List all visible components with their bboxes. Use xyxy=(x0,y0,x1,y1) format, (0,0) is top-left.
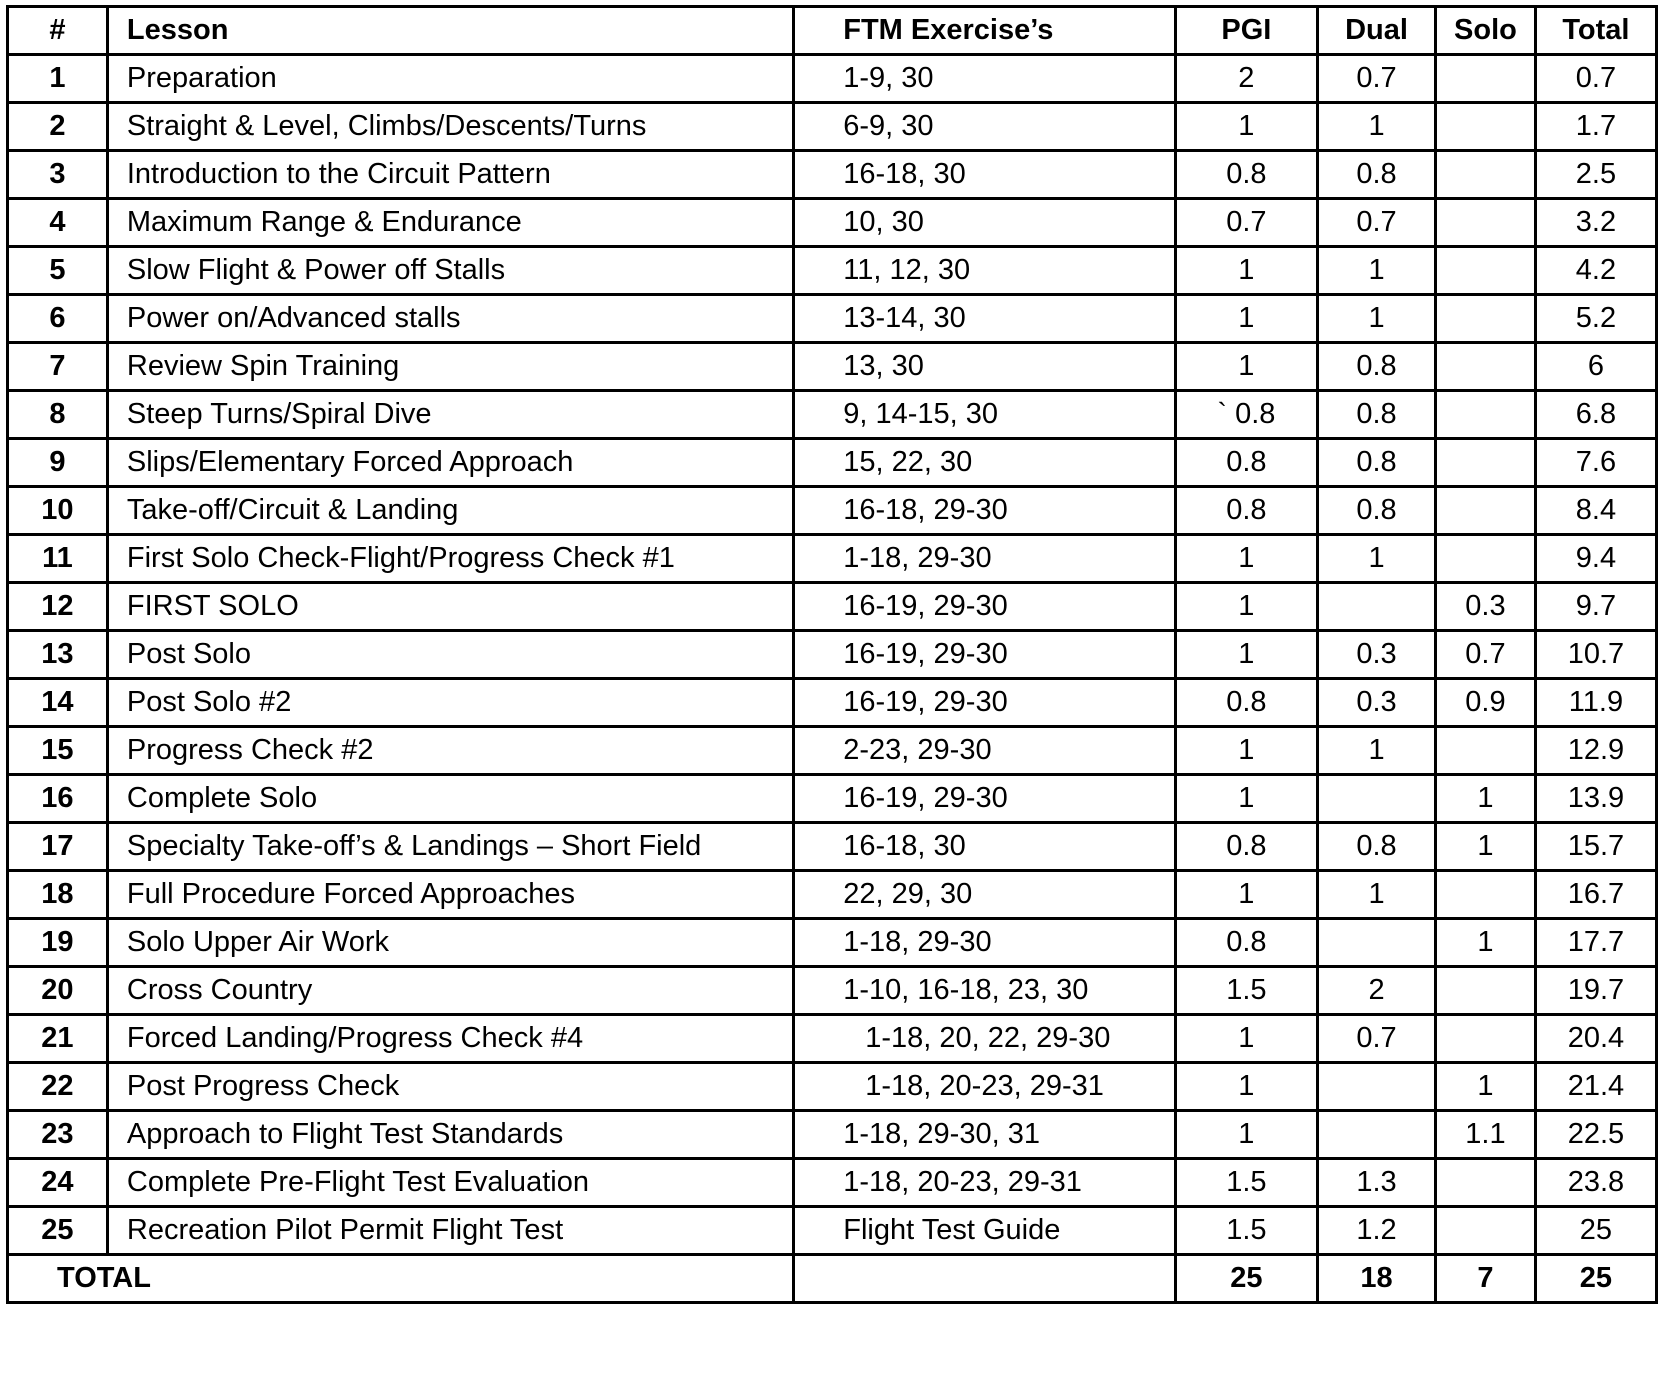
table-row xyxy=(8,151,1657,199)
cell-lesson: Slow Flight & Power off Stalls xyxy=(107,247,793,295)
cell-exercises: 2-23, 29-30 xyxy=(794,727,1175,775)
cell-lesson: Post Progress Check xyxy=(107,1063,793,1111)
cell-pgi: 1 xyxy=(1175,871,1317,919)
table-row xyxy=(8,1207,1657,1255)
cell-solo xyxy=(1436,391,1536,439)
header-lesson: Lesson xyxy=(107,7,793,55)
table-body xyxy=(8,55,1657,1255)
table-row xyxy=(8,727,1657,775)
cell-solo: 1.1 xyxy=(1436,1111,1536,1159)
header-dual: Dual xyxy=(1318,7,1436,55)
cell-total: 20.4 xyxy=(1535,1015,1656,1063)
cell-lesson: Power on/Advanced stalls xyxy=(107,295,793,343)
cell-solo xyxy=(1436,295,1536,343)
cell-solo xyxy=(1436,151,1536,199)
cell-num: 4 xyxy=(8,199,108,247)
cell-lesson: Full Procedure Forced Approaches xyxy=(107,871,793,919)
training-syllabus-table xyxy=(6,5,1658,1304)
cell-lesson: Slips/Elementary Forced Approach xyxy=(107,439,793,487)
cell-total: 4.2 xyxy=(1535,247,1656,295)
cell-lesson: Preparation xyxy=(107,55,793,103)
cell-pgi: 1 xyxy=(1175,1111,1317,1159)
cell-num: 7 xyxy=(8,343,108,391)
cell-dual: 1 xyxy=(1318,295,1436,343)
cell-dual: 0.8 xyxy=(1318,439,1436,487)
totals-dual: 18 xyxy=(1318,1255,1436,1303)
cell-solo xyxy=(1436,535,1536,583)
cell-lesson: Progress Check #2 xyxy=(107,727,793,775)
cell-lesson: Forced Landing/Progress Check #4 xyxy=(107,1015,793,1063)
cell-num: 12 xyxy=(8,583,108,631)
cell-lesson: Introduction to the Circuit Pattern xyxy=(107,151,793,199)
cell-pgi: 1 xyxy=(1175,631,1317,679)
cell-solo xyxy=(1436,1207,1536,1255)
cell-pgi: 1 xyxy=(1175,1063,1317,1111)
cell-dual: 0.7 xyxy=(1318,1015,1436,1063)
cell-total: 2.5 xyxy=(1535,151,1656,199)
cell-solo: 1 xyxy=(1436,823,1536,871)
cell-total: 6 xyxy=(1535,343,1656,391)
cell-num: 17 xyxy=(8,823,108,871)
cell-dual: 0.3 xyxy=(1318,679,1436,727)
cell-dual: 2 xyxy=(1318,967,1436,1015)
cell-num: 5 xyxy=(8,247,108,295)
cell-pgi: 1 xyxy=(1175,1015,1317,1063)
cell-total: 1.7 xyxy=(1535,103,1656,151)
cell-pgi: ` 0.8 xyxy=(1175,391,1317,439)
cell-num: 2 xyxy=(8,103,108,151)
cell-num: 22 xyxy=(8,1063,108,1111)
cell-solo xyxy=(1436,55,1536,103)
totals-pgi: 25 xyxy=(1175,1255,1317,1303)
cell-exercises: 1-18, 29-30, 31 xyxy=(794,1111,1175,1159)
cell-num: 19 xyxy=(8,919,108,967)
cell-dual: 1 xyxy=(1318,103,1436,151)
cell-dual: 1 xyxy=(1318,535,1436,583)
header-num: # xyxy=(8,7,108,55)
cell-exercises: 13, 30 xyxy=(794,343,1175,391)
cell-pgi: 0.8 xyxy=(1175,919,1317,967)
cell-dual: 0.8 xyxy=(1318,487,1436,535)
table-row xyxy=(8,775,1657,823)
cell-pgi: 1 xyxy=(1175,103,1317,151)
cell-exercises: 16-18, 29-30 xyxy=(794,487,1175,535)
cell-exercises: 1-9, 30 xyxy=(794,55,1175,103)
table-row xyxy=(8,487,1657,535)
table-row xyxy=(8,343,1657,391)
cell-total: 15.7 xyxy=(1535,823,1656,871)
cell-dual xyxy=(1318,583,1436,631)
cell-pgi: 0.8 xyxy=(1175,487,1317,535)
cell-dual: 0.8 xyxy=(1318,343,1436,391)
cell-num: 10 xyxy=(8,487,108,535)
cell-dual: 0.7 xyxy=(1318,199,1436,247)
table-row xyxy=(8,199,1657,247)
cell-lesson: Post Solo xyxy=(107,631,793,679)
cell-solo: 1 xyxy=(1436,1063,1536,1111)
cell-total: 8.4 xyxy=(1535,487,1656,535)
table-row xyxy=(8,535,1657,583)
cell-lesson: FIRST SOLO xyxy=(107,583,793,631)
cell-exercises: 11, 12, 30 xyxy=(794,247,1175,295)
cell-num: 25 xyxy=(8,1207,108,1255)
cell-dual: 1 xyxy=(1318,871,1436,919)
cell-exercises: Flight Test Guide xyxy=(794,1207,1175,1255)
cell-dual: 1 xyxy=(1318,247,1436,295)
cell-num: 15 xyxy=(8,727,108,775)
cell-exercises: 22, 29, 30 xyxy=(794,871,1175,919)
cell-dual: 0.3 xyxy=(1318,631,1436,679)
cell-exercises: 16-18, 30 xyxy=(794,151,1175,199)
cell-lesson: Maximum Range & Endurance xyxy=(107,199,793,247)
cell-solo: 0.9 xyxy=(1436,679,1536,727)
cell-num: 13 xyxy=(8,631,108,679)
table-row xyxy=(8,439,1657,487)
cell-lesson: Take-off/Circuit & Landing xyxy=(107,487,793,535)
cell-dual: 0.7 xyxy=(1318,55,1436,103)
cell-pgi: 1 xyxy=(1175,583,1317,631)
table-row xyxy=(8,103,1657,151)
cell-total: 10.7 xyxy=(1535,631,1656,679)
cell-total: 3.2 xyxy=(1535,199,1656,247)
cell-num: 9 xyxy=(8,439,108,487)
cell-exercises: 9, 14-15, 30 xyxy=(794,391,1175,439)
cell-lesson: Complete Pre-Flight Test Evaluation xyxy=(107,1159,793,1207)
cell-total: 25 xyxy=(1535,1207,1656,1255)
cell-exercises: 1-18, 20-23, 29-31 xyxy=(794,1063,1175,1111)
cell-lesson: First Solo Check-Flight/Progress Check #1 xyxy=(107,535,793,583)
cell-pgi: 2 xyxy=(1175,55,1317,103)
cell-num: 11 xyxy=(8,535,108,583)
cell-num: 18 xyxy=(8,871,108,919)
cell-lesson: Recreation Pilot Permit Flight Test xyxy=(107,1207,793,1255)
cell-exercises: 16-19, 29-30 xyxy=(794,631,1175,679)
cell-solo xyxy=(1436,871,1536,919)
cell-solo xyxy=(1436,1015,1536,1063)
totals-row xyxy=(8,1255,1657,1303)
cell-total: 16.7 xyxy=(1535,871,1656,919)
cell-solo: 0.7 xyxy=(1436,631,1536,679)
cell-dual: 0.8 xyxy=(1318,151,1436,199)
table-row xyxy=(8,1063,1657,1111)
cell-total: 19.7 xyxy=(1535,967,1656,1015)
table-row xyxy=(8,967,1657,1015)
cell-pgi: 1.5 xyxy=(1175,967,1317,1015)
header-pgi: PGI xyxy=(1175,7,1317,55)
cell-pgi: 1 xyxy=(1175,343,1317,391)
cell-num: 20 xyxy=(8,967,108,1015)
cell-num: 6 xyxy=(8,295,108,343)
cell-solo xyxy=(1436,727,1536,775)
cell-total: 6.8 xyxy=(1535,391,1656,439)
cell-dual: 1.2 xyxy=(1318,1207,1436,1255)
cell-exercises: 1-18, 20, 22, 29-30 xyxy=(794,1015,1175,1063)
cell-dual: 1.3 xyxy=(1318,1159,1436,1207)
cell-lesson: Complete Solo xyxy=(107,775,793,823)
cell-dual: 0.8 xyxy=(1318,823,1436,871)
cell-pgi: 1.5 xyxy=(1175,1159,1317,1207)
cell-exercises: 1-18, 29-30 xyxy=(794,919,1175,967)
header-exercises: FTM Exercise’s xyxy=(794,7,1175,55)
cell-pgi: 1 xyxy=(1175,535,1317,583)
header-total: Total xyxy=(1535,7,1656,55)
cell-total: 9.7 xyxy=(1535,583,1656,631)
table-row xyxy=(8,631,1657,679)
cell-pgi: 1 xyxy=(1175,247,1317,295)
cell-solo xyxy=(1436,487,1536,535)
table-row xyxy=(8,1159,1657,1207)
totals-label: TOTAL xyxy=(8,1255,794,1303)
cell-solo xyxy=(1436,103,1536,151)
cell-solo xyxy=(1436,199,1536,247)
cell-solo xyxy=(1436,343,1536,391)
table-row xyxy=(8,919,1657,967)
cell-solo xyxy=(1436,1159,1536,1207)
table-row xyxy=(8,247,1657,295)
cell-total: 17.7 xyxy=(1535,919,1656,967)
table-row xyxy=(8,1111,1657,1159)
cell-lesson: Review Spin Training xyxy=(107,343,793,391)
cell-total: 11.9 xyxy=(1535,679,1656,727)
cell-num: 23 xyxy=(8,1111,108,1159)
cell-pgi: 0.8 xyxy=(1175,823,1317,871)
cell-total: 0.7 xyxy=(1535,55,1656,103)
cell-exercises: 16-19, 29-30 xyxy=(794,775,1175,823)
cell-lesson: Straight & Level, Climbs/Descents/Turns xyxy=(107,103,793,151)
cell-lesson: Steep Turns/Spiral Dive xyxy=(107,391,793,439)
table-row xyxy=(8,295,1657,343)
cell-total: 23.8 xyxy=(1535,1159,1656,1207)
cell-dual xyxy=(1318,1063,1436,1111)
cell-num: 1 xyxy=(8,55,108,103)
table-row xyxy=(8,583,1657,631)
cell-pgi: 1 xyxy=(1175,775,1317,823)
table-row xyxy=(8,391,1657,439)
cell-exercises: 10, 30 xyxy=(794,199,1175,247)
cell-exercises: 1-10, 16-18, 23, 30 xyxy=(794,967,1175,1015)
cell-num: 8 xyxy=(8,391,108,439)
cell-dual xyxy=(1318,775,1436,823)
cell-total: 12.9 xyxy=(1535,727,1656,775)
cell-total: 21.4 xyxy=(1535,1063,1656,1111)
cell-solo: 1 xyxy=(1436,775,1536,823)
cell-solo xyxy=(1436,247,1536,295)
cell-total: 7.6 xyxy=(1535,439,1656,487)
cell-exercises: 16-19, 29-30 xyxy=(794,583,1175,631)
table-row xyxy=(8,679,1657,727)
table-row xyxy=(8,1015,1657,1063)
cell-lesson: Approach to Flight Test Standards xyxy=(107,1111,793,1159)
totals-total: 25 xyxy=(1535,1255,1656,1303)
cell-lesson: Post Solo #2 xyxy=(107,679,793,727)
cell-num: 21 xyxy=(8,1015,108,1063)
cell-total: 13.9 xyxy=(1535,775,1656,823)
cell-num: 14 xyxy=(8,679,108,727)
cell-lesson: Solo Upper Air Work xyxy=(107,919,793,967)
cell-solo: 0.3 xyxy=(1436,583,1536,631)
cell-exercises: 1-18, 20-23, 29-31 xyxy=(794,1159,1175,1207)
cell-dual: 1 xyxy=(1318,727,1436,775)
cell-lesson: Specialty Take-off’s & Landings – Short Field xyxy=(107,823,793,871)
cell-exercises: 16-19, 29-30 xyxy=(794,679,1175,727)
cell-num: 24 xyxy=(8,1159,108,1207)
cell-dual: 0.8 xyxy=(1318,391,1436,439)
cell-pgi: 1.5 xyxy=(1175,1207,1317,1255)
cell-num: 16 xyxy=(8,775,108,823)
totals-solo: 7 xyxy=(1436,1255,1536,1303)
cell-exercises: 15, 22, 30 xyxy=(794,439,1175,487)
cell-total: 5.2 xyxy=(1535,295,1656,343)
header-row xyxy=(8,7,1657,55)
cell-exercises: 6-9, 30 xyxy=(794,103,1175,151)
cell-exercises: 16-18, 30 xyxy=(794,823,1175,871)
table-row xyxy=(8,871,1657,919)
cell-pgi: 0.8 xyxy=(1175,679,1317,727)
totals-exercises xyxy=(794,1255,1175,1303)
cell-lesson: Cross Country xyxy=(107,967,793,1015)
cell-solo: 1 xyxy=(1436,919,1536,967)
cell-pgi: 0.7 xyxy=(1175,199,1317,247)
cell-pgi: 1 xyxy=(1175,295,1317,343)
cell-pgi: 0.8 xyxy=(1175,151,1317,199)
cell-pgi: 0.8 xyxy=(1175,439,1317,487)
cell-exercises: 1-18, 29-30 xyxy=(794,535,1175,583)
cell-solo xyxy=(1436,439,1536,487)
cell-solo xyxy=(1436,967,1536,1015)
cell-total: 9.4 xyxy=(1535,535,1656,583)
cell-num: 3 xyxy=(8,151,108,199)
table-row xyxy=(8,823,1657,871)
table-row xyxy=(8,55,1657,103)
cell-dual xyxy=(1318,1111,1436,1159)
cell-pgi: 1 xyxy=(1175,727,1317,775)
cell-exercises: 13-14, 30 xyxy=(794,295,1175,343)
cell-dual xyxy=(1318,919,1436,967)
header-solo: Solo xyxy=(1436,7,1536,55)
cell-total: 22.5 xyxy=(1535,1111,1656,1159)
